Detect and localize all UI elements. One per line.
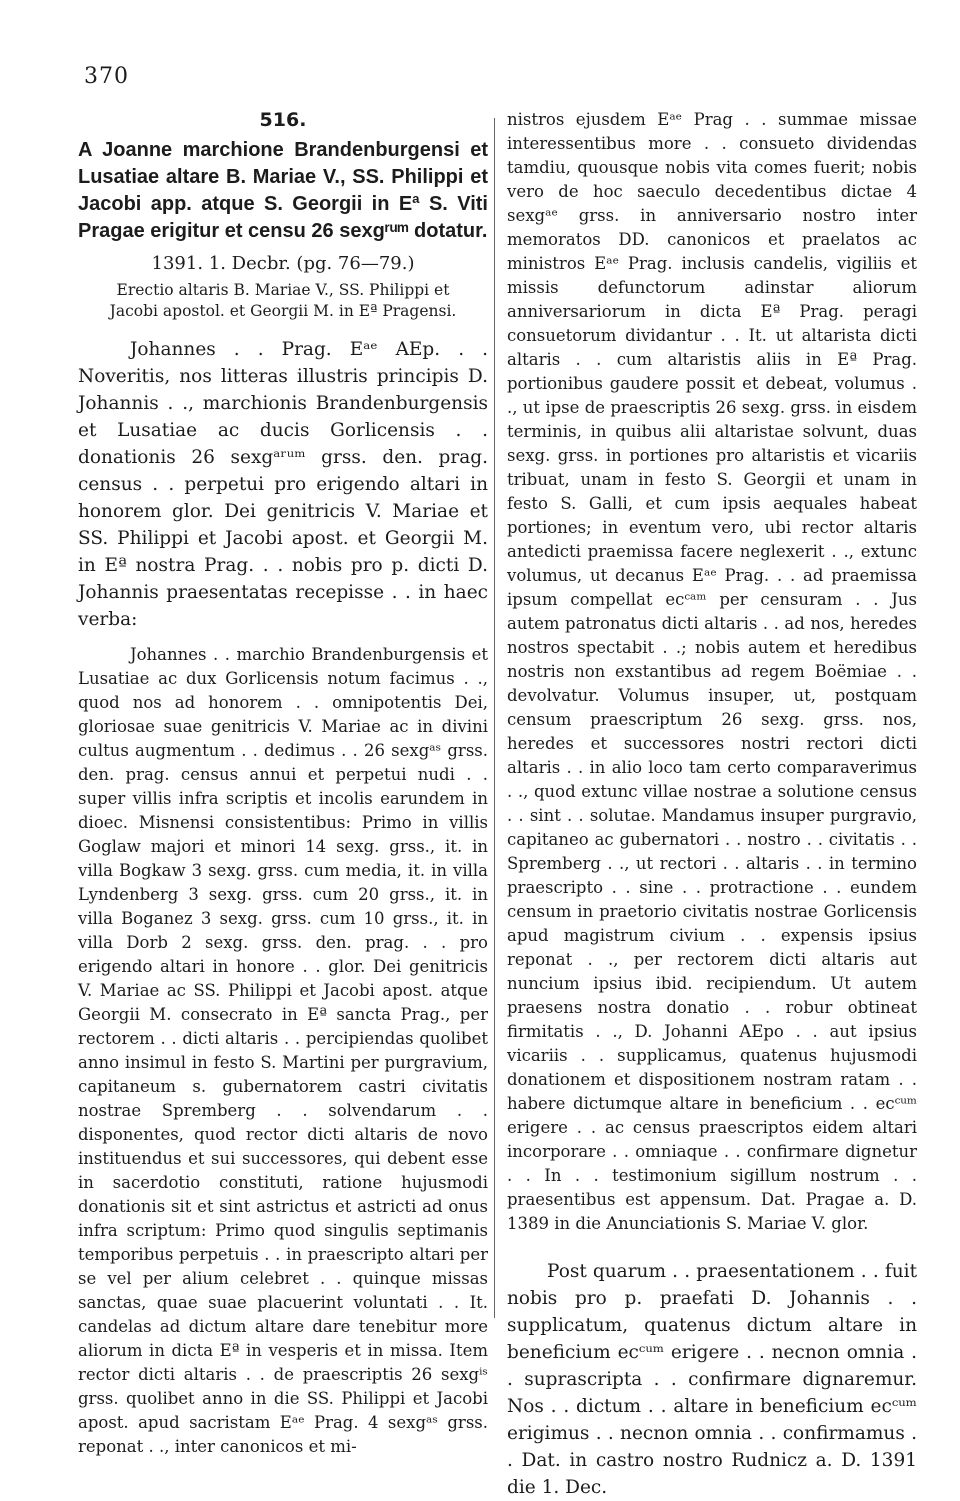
column-divider — [494, 118, 495, 1318]
document-date: 1391. 1. Decbr. (pg. 76—79.) — [151, 253, 415, 274]
right-column — [507, 108, 917, 1501]
document-number: 516. — [259, 109, 307, 131]
charter-text-continued: nistros ejusdem Eᵃᵉ Prag . . summae missae interessentibus more . . consueto dividendas tamdiu, quousque nobis vita comes fuerit; nobis vero de hoc saeculo decedentibus dictae 4 sexgᵃᵉ grss. in anniversario nostro inter memoratos DD. canonicos et praelatos ac ministros Eᵃᵉ Prag. inclusis candelis, vigiliis et missis defunctorum adinstar aliorum anniversariorum in dicta Eª Prag. peragi consuetorum dividantur . . It. ut altarista dicti altaris . . cum altaristis aliis in Eª Prag. portionibus gaudere possit et debeat, volumus . ., ut ipse de praescriptis 26 sexg. grss. in eisdem terminis, in quibus alii altaristae solvunt, duas sexg. grss. in portiones pro altaristis et vicariis tribuat, unam in festo S. Georgii et unam in festo S. Galli, et cum ipsis aequales habeat portiones; in eventum vero, ubi rector altaris antedicti praemissa facere neglexerit . ., extunc volumus, ut decanus Eᵃᵉ Prag. . . ad praemissa ipsum compellat ecᶜᵃᵐ per censuram . . Jus autem patronatus dicti altaris . . ad nos, heredes nostros spectabit . .; nobis autem et heredibus nostris non exstantibus ad regem Boëmiae . . devolvatur. Volumus insuper, ut, postquam censum praescriptum 26 sexg. grss. nos, heredes et successores nostri rectori dicti altaris . . in alio loco tam certo comparaverimus . ., quod extunc villae nostrae a solutione census . . sint . . solutae. Mandamus insuper purgravio, capitaneo ac gubernatori . . nostro . . civitatis . . Spremberg . ., ut rectori . . altaris . . in termino praescripto . . sine . . protractione . . eundem censum in praetorio civitatis nostrae Gorlicensis apud magistrum civium . . expensis ipsius reponat . ., per rectorem dicti altaris aut nuncium ipsius ibid. recipiendum. Ut autem praesens nostra donatio . . robur obtineat firmitatis . ., D. Johanni AEpo . . aut ipsius vicariis . . supplicamus, quatenus hujusmodi donationem et dispositionem nostram ratam . . habere dictumque altare in beneficium . . ecᶜᵘᵐ erigere . . ac census praescriptos eidem altari incorporare . . omniaque . . confirmare dignetur . . In . . testimonium sigillum nostrum . . praesentibus est appensum. Dat. Pragae a. D. 1389 in die Anunciationis S. Mariae V. glor. — [507, 110, 917, 1233]
confirmation-paragraph: Post quarum . . praesentationem . . fuit nobis pro p. praefati D. Johannis . . supplicatum, quatenus dictum altare in beneficium ecᶜᵘᵐ erigere . . necnon omnia . . suprascripta . . confirmare dignaremur. Nos . . dictum . . altare in beneficium ecᶜᵘᵐ erigimus . . necnon omnia . . confirmamus . . Dat. in castro nostro Rudnicz a. D. 1391 die 1. Dec. — [507, 1261, 917, 1498]
left-column — [78, 108, 488, 1459]
document-title: A Joanne marchione Brandenburgensi et Lusatiae altare B. Mariae V., SS. Philippi et Jacobi app. atque S. Georgii in Eª S. Viti Pragae erigitur et censu 26 sexgʳᵘᵐ dotatur. — [78, 139, 488, 242]
page-number: 370 — [84, 64, 129, 89]
document-note: Erectio altaris B. Mariae V., SS. Philippi et Jacobi apostol. et Georgii M. in Eª Pragensi. — [109, 281, 457, 320]
intro-paragraph: Johannes . . Prag. Eᵃᵉ AEp. . . Noveritis, nos litteras illustris principis D. Johannis . ., marchionis Brandenburgensis et Lusatiae ac ducis Gorlicensis . . donationis 26 sexgᵃʳᵘᵐ grss. den. prag. census . . perpetui pro erigendo altari in honorem glor. Dei genitricis V. Mariae et SS. Philippi et Jacobi apost. et Georgii M. in Eª nostra Prag. . . nobis pro p. dicti D. Johannis praesentatas recepisse . . in haec verba: — [78, 339, 488, 630]
charter-text: Johannes . . marchio Brandenburgensis et Lusatiae ac dux Gorlicensis notum facimus . ., quod nos ad honorem . . omnipotentis Dei, gloriosae suae genitricis V. Mariae ac in divini cultus augmentum . . dedimus . . 26 sexgᵃˢ grss. den. prag. census annui et perpetui nudi . . super villis infra scriptis et incolis earundem in dioec. Misnensi consistentibus: Primo in villis Goglaw majori et minori 14 sexg. grss., it. in villa Bogkaw 3 sexg. grss. cum media, it. in villa Lyndenberg 3 sexg. grss. cum 20 grss., it. in villa Boganez 3 sexg. grss. cum 10 grss., it. in villa Dorb 2 sexg. grss. den. prag. . . pro erigendo altari in honore . . glor. Dei genitricis V. Mariae ac SS. Philippi et Jacobi apost. atque Georgii M. consecrato in Eª sancta Prag., per rectorem . . dicti altaris . . percipiendas quolibet anno insimul in festo S. Martini per purgravium, capitaneum s. gubernatorem castri civitatis nostrae Spremberg . . solvendarum . . disponentes, quod rector dicti altaris de novo instituendus et sui successores, qui debent esse in sacerdotio constituti, ratione hujusmodi donationis sit et sint astrictus et astricti ad onus infra scriptum: Primo quod singulis septimanis temporibus perpetuis . . in praescripto altari per se vel per alium celebret . . quinque missas sanctas, quae suae placuerint voluntati . . It. candelas ad dictum altare dare tenebitur more aliorum in dicta Eª in vesperis et in missa. Item rector dicti altaris . . de praescriptis 26 sexgⁱˢ grss. quolibet anno in die SS. Philippi et Jacobi apost. apud sacristam Eᵃᵉ Prag. 4 sexgᵃˢ grss. reponat . ., inter canonicos et mi- — [78, 645, 488, 1456]
